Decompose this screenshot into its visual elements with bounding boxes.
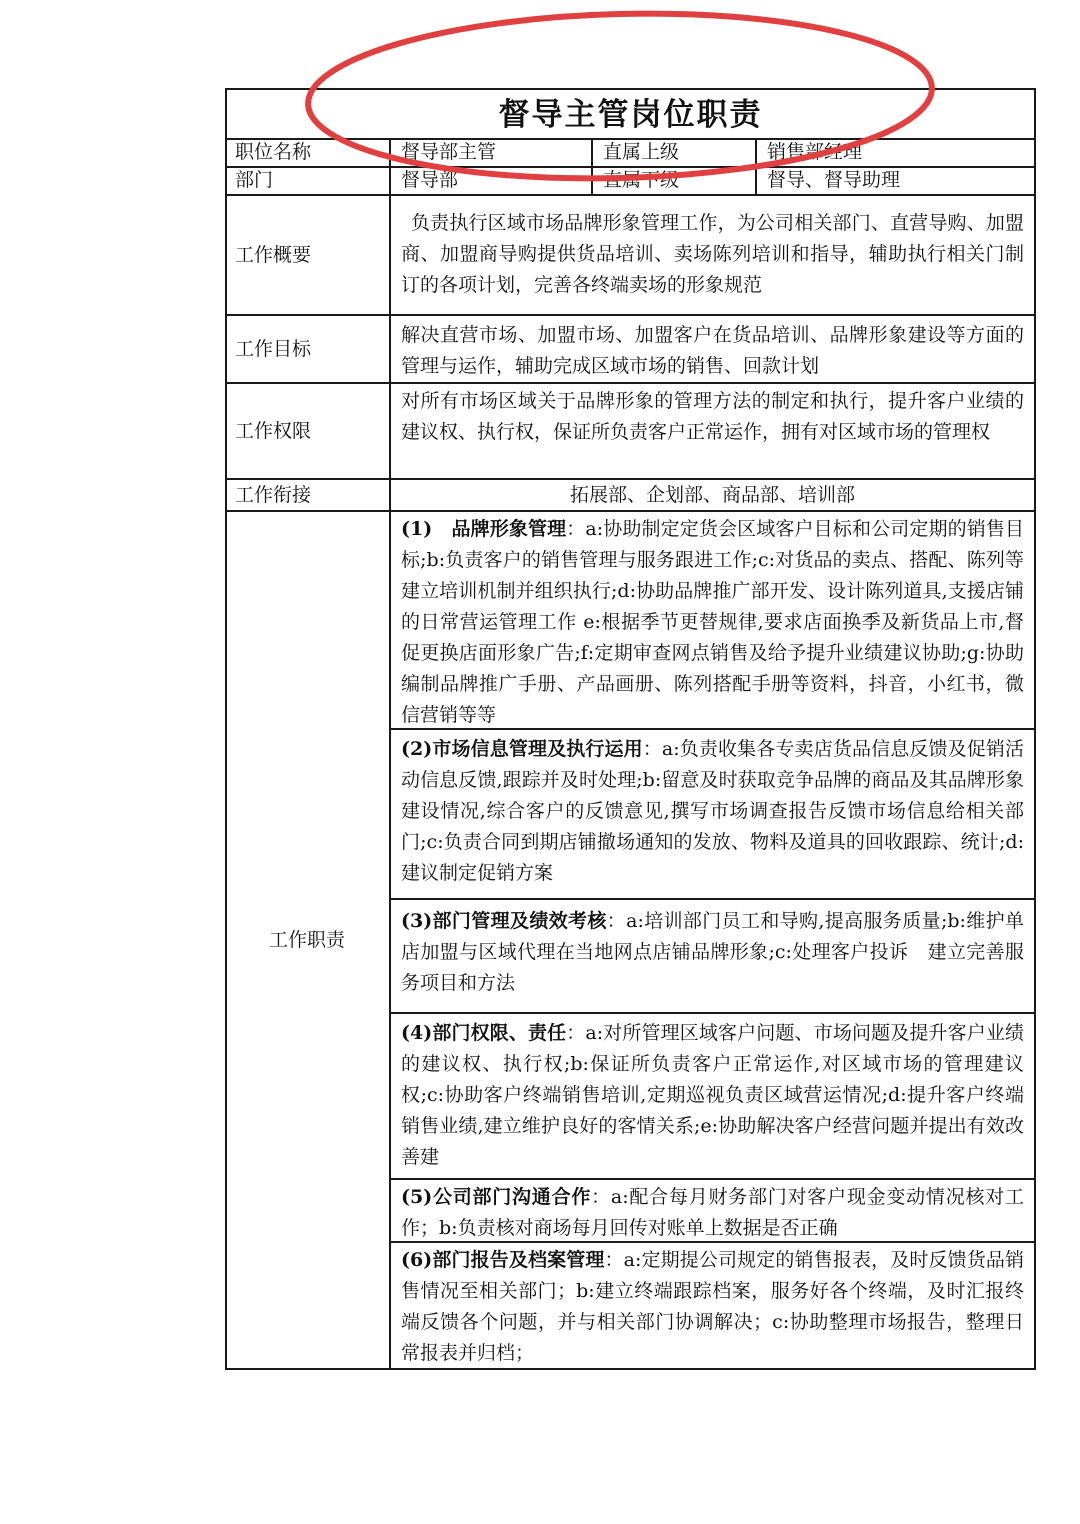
duty-item: (3)部门管理及绩效考核：a:培训部门员工和导购,提高服务质量;b:维护单店加盟与区域代理在当地网点店铺品牌形象;c:处理客户投诉 建立完善服务项目和方法 <box>401 910 1024 994</box>
subordinate-label: 直属下级 <box>603 168 680 191</box>
department-value: 督导部 <box>401 168 459 191</box>
duty-item: (5)公司部门沟通合作：a:配合每月财务部门对客户现金变动情况核对工作；b:负责核对商场每月回传对账单上数据是否正确 <box>401 1186 1024 1239</box>
liaison-label: 工作衔接 <box>235 483 312 506</box>
goal-label: 工作目标 <box>235 337 312 360</box>
goal-text: 解决直营市场、加盟市场、加盟客户在货品培训、品牌形象建设等方面的管理与运作，辅助完成区域市场的销售、回款计划 <box>401 324 1024 377</box>
liaison-text: 拓展部、企划部、商品部、培训部 <box>569 484 855 506</box>
duty-item: (6)部门报告及档案管理：a:定期提公司规定的销售报表，及时反馈货品销售情况至相关部门；b:建立终端跟踪档案，服务好各个终端，及时汇报终端反馈各个问题，并与相关部门协调解决；c:协助整理市场报告，整理日常报表并归档； <box>401 1249 1024 1364</box>
border <box>225 1368 1036 1370</box>
duty-item: (2)市场信息管理及执行运用：a:负责收集各专卖店货品信息反馈及促销活动信息反馈,跟踪并及时处理;b:留意及时获取竞争品牌的商品及其品牌形象建设情况,综合客户的反馈意见,撰写市场调查报告反馈市场信息给相关部门;c:负责合同到期店铺撤场通知的发放、物料及道具的回收跟踪、统计;d:建议制定促销方案 <box>401 738 1025 884</box>
position-name-label: 职位名称 <box>235 140 312 163</box>
summary-text: 负责执行区域市场品牌形象管理工作，为公司相关部门、直营导购、加盟商、加盟商导购提供货品培训、卖场陈列培训和指导，辅助执行相关门制订的各项计划，完善各终端卖场的形象规范 <box>401 212 1024 296</box>
border <box>225 88 1036 90</box>
job-description-document <box>225 88 1036 1370</box>
authority-text: 对所有市场区域关于品牌形象的管理方法的制定和执行，提升客户业绩的建议权、执行权，保证所负责客户正常运作，拥有对区域市场的管理权 <box>401 390 1024 443</box>
authority-label: 工作权限 <box>235 419 312 442</box>
summary-label: 工作概要 <box>235 243 312 266</box>
duty-item: (1) 品牌形象管理：a:协助制定定货会区域客户目标和公司定期的销售目标;b:负责客户的销售管理与服务跟进工作;c:对货品的卖点、搭配、陈列等建立培训机制并组织执行;d:协助品牌推广部开发、设计陈列道具,支援店铺的日常营运管理工作 e:根据季节更替规律,要求店面换季及新货品上市,督促更换店面形象广告;f:定期审查网点销售及给予提升业绩建议协助;g:协助编制品牌推广手册、产品画册、陈列搭配手册等资料，抖音，小红书，微信营销等等 <box>401 518 1024 726</box>
subordinate-value: 督导、督导助理 <box>767 168 901 191</box>
department-label: 部门 <box>235 168 274 191</box>
superior-value: 销售部经理 <box>767 140 863 163</box>
superior-label: 直属上级 <box>603 140 680 163</box>
document-title: 督导主管岗位职责 <box>498 97 763 133</box>
row-divider <box>389 898 1036 900</box>
duties-label: 工作职责 <box>268 928 345 951</box>
duty-item: (4)部门权限、责任：a:对所管理区域客户问题、市场问题及提升客户业绩的建议权、执行权;b:保证所负责客户正常运作,对区域市场的管理建议权;c:协助客户终端销售培训,定期巡视负责区域营运情况;d:提升客户终端销售业绩,建立维护良好的客情关系;e:协助解决客户经营问题并提出有效改善建 <box>401 1022 1024 1168</box>
position-name-value: 督导部主管 <box>401 140 497 163</box>
